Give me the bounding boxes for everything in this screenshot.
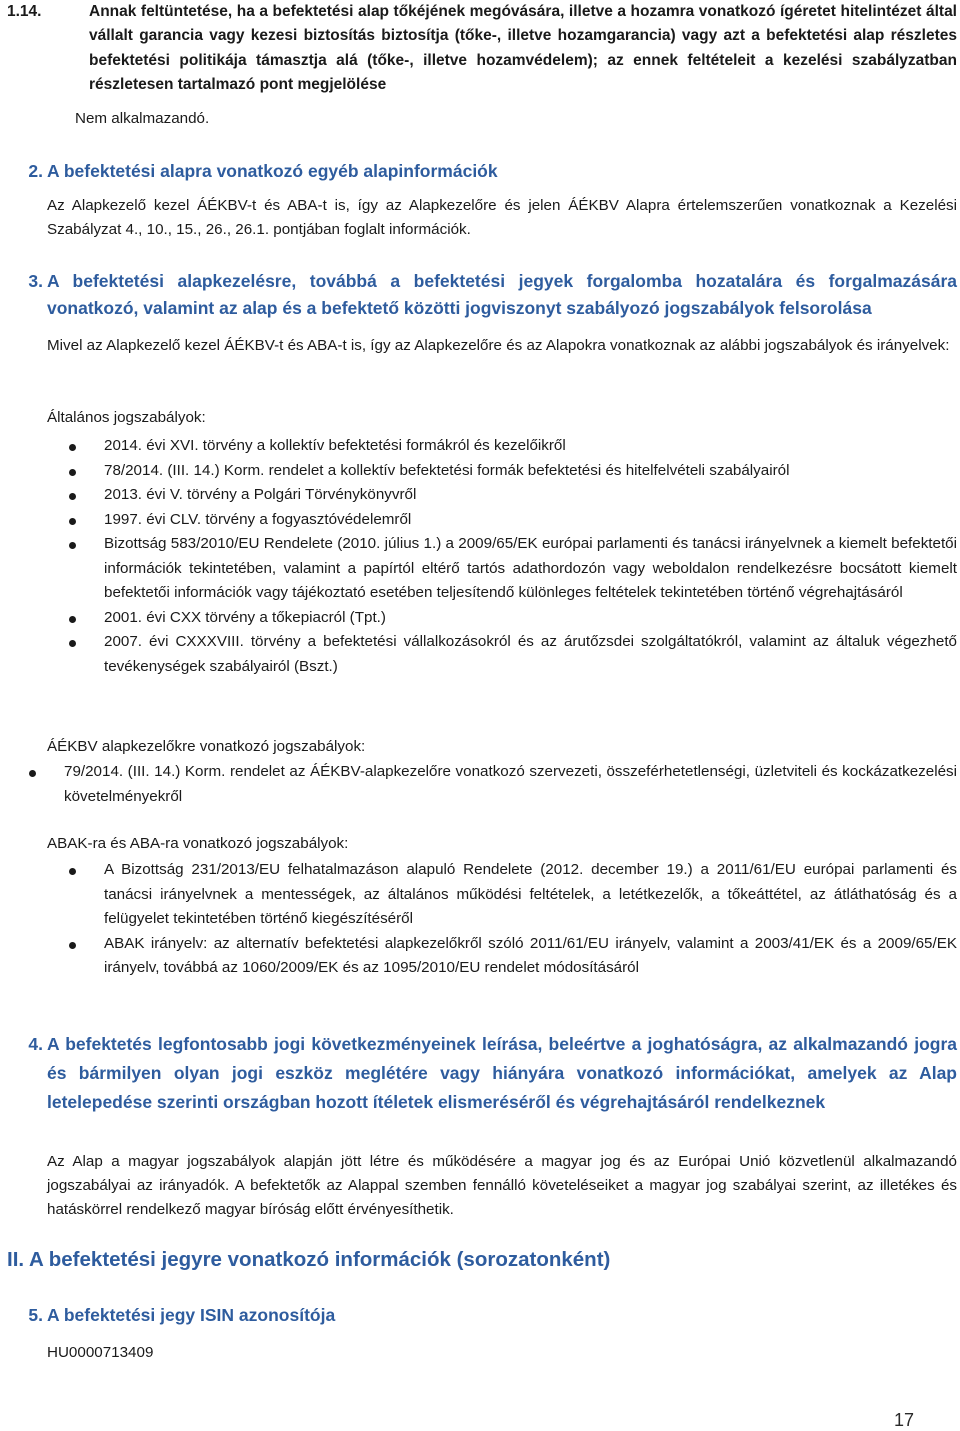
list-item: [47, 508, 957, 533]
section-4-text: Az Alap a magyar jogszabályok alapján jött létre és működésére a magyar jog és az Európai Unió közvetlenül alkalmazandó jogszabályai az irányadók. A befektetők az Alappal szemben fennálló követeléseiket a magyar jog szabályai szerint, az illetékes és hatáskörrel rendelkező magyar bíróság előtt érvényesíthetik.: [47, 1153, 957, 1218]
list-item-text: 2001. évi CXX törvény a tőkepiacról (Tpt.): [104, 608, 386, 626]
list-item: [47, 532, 957, 606]
part-ii-heading: II. A befektetési jegyre vonatkozó információk (sorozatonként): [7, 1248, 611, 1271]
section-2-text: Az Alapkezelő kezel ÁÉKBV-t és ABA-t is, így az Alapkezelőre és jelen ÁÉKBV Alapra értelemszerűen vonatkoznak a Kezelési Szabályzat 4., 10., 15., 26., 26.1. pontjában foglalt információk.: [47, 197, 957, 238]
bullet-icon: [69, 616, 76, 623]
bullet-icon: [29, 770, 36, 777]
isin-code: HU0000713409: [47, 1344, 154, 1361]
list-item: [47, 606, 957, 631]
section-1-14: [3, 0, 957, 97]
bullet-icon: [69, 868, 76, 875]
list-item-text: Bizottság 583/2010/EU Rendelete (2010. július 1.) a 2009/65/EK európai parlamenti és tanácsi irányelvnek a kiemelt befektetői információk tekintetében, valamint a papírtól eltérő tartós adathordozón vagy weboldalon rendelkezésre bocsátott kiemelt befektetői információk vagy tájékoztató esetében teljesítendő különleges feltételek tekintetében történő végrehajtásáról: [104, 535, 957, 601]
bullet-icon: [69, 942, 76, 949]
aba-laws-title: ABAK-ra és ABA-ra vonatkozó jogszabályok:: [47, 835, 349, 852]
kbv-laws-title: ÁÉKBV alapkezelőkre vonatkozó jogszabályok:: [47, 738, 366, 755]
list-item-text: 78/2014. (III. 14.) Korm. rendelet a kollektív befektetési formák befektetési és hitelfelvételi szabályairól: [104, 461, 790, 479]
list-item: [47, 630, 957, 679]
list-item-text: 2007. évi CXXXVIII. törvény a befektetési vállalkozásokról és az árutőzsdei szolgáltatókról, valamint az általuk végezhető tevékenységek szabályairól (Bszt.): [104, 633, 957, 675]
bullet-icon: [69, 444, 76, 451]
list-item-text: 2014. évi XVI. törvény a kollektív befektetési formákról és kezelőikről: [104, 437, 566, 454]
aba-laws-list: [47, 858, 957, 981]
general-laws-title: Általános jogszabályok:: [47, 409, 206, 426]
list-item-text: 79/2014. (III. 14.) Korm. rendelet az ÁÉKBV-alapkezelőre vonatkozó szervezeti, összeférhetetlenségi, üzletviteli és kockázatkezelési követelményekről: [64, 763, 957, 805]
not-applicable-text: Nem alkalmazandó.: [75, 110, 210, 127]
list-item-text: A Bizottság 231/2013/EU felhatalmazáson alapuló Rendelete (2012. december 19.) a 2011/61/EU európai parlamenti és tanácsi irányelvnek a mentességek, az általános működési feltételek, a letétkezelők, a tőkeáttétel, az átláthatóság és a felügyelet tekintetében történő kiegészítéséről: [104, 861, 957, 927]
section-5-title: A befektetési jegy ISIN azonosítója: [47, 1305, 336, 1325]
list-item: [47, 483, 957, 508]
section-3-heading: [7, 268, 957, 321]
list-item: [47, 932, 957, 981]
list-item: [47, 858, 957, 932]
section-3-text: Mivel az Alapkezelő kezel ÁÉKBV-t és ABA-t is, így az Alapkezelőre és az Alapokra vonatkoznak az alábbi jogszabályok és irányelvek:: [47, 337, 950, 354]
section-2-number: 2.: [28, 161, 43, 181]
section-3-number: 3.: [28, 271, 43, 291]
list-item-text: 2013. évi V. törvény a Polgári Törvénykönyvről: [104, 486, 417, 503]
bullet-icon: [69, 640, 76, 647]
section-1-14-text: Annak feltüntetése, ha a befektetési alap tőkéjének megóvására, illetve a hozamra vonatkozó ígéretet hitelintézet által vállalt garancia vagy kezesi biztosítás biztosítja (tőke-, illetve hozamgarancia) vagy azt a befektetési alap részletes befektetési politikája támasztja alá (tőke-, illetve hozamvédelem); az ennek feltételeit a kezelési szabályzatban részletesen tartalmazó pont megjelölése: [89, 3, 957, 93]
list-item: [47, 459, 957, 484]
section-4-title: A befektetés legfontosabb jogi következményeinek leírása, beleértve a joghatóságra, az alkalmazandó jogra és bármilyen olyan jogi eszköz meglétére vagy hiányára vonatkozó információkat, amelyek az Alap letelepedése szerinti országban hozott ítéletek elismeréséről és végrehajtásáról rendelkeznek: [47, 1034, 957, 1112]
kbv-laws-list: [7, 760, 957, 809]
section-5-number: 5.: [28, 1305, 43, 1325]
general-laws-list: [47, 434, 957, 679]
section-3-title: A befektetési alapkezelésre, továbbá a befektetési jegyek forgalomba hozatalára és forgalmazására vonatkozó, valamint az alap és a befektető közötti jogviszonyt szabályozó jogszabályok felsorolása: [47, 271, 957, 318]
bullet-icon: [69, 469, 76, 476]
list-item-text: 1997. évi CLV. törvény a fogyasztóvédelemről: [104, 510, 412, 528]
section-1-14-number: 1.14.: [7, 3, 42, 20]
page-number: 17: [893, 1410, 914, 1430]
list-item-text: ABAK irányelv: az alternatív befektetési alapkezelőkről szóló 2011/61/EU irányelv, valamint a 2003/41/EK és a 2009/65/EK irányelv, továbbá az 1060/2009/EK és az 1095/2010/EU rendelet módosításáról: [104, 934, 957, 976]
section-4-heading: [7, 1030, 957, 1117]
bullet-icon: [69, 518, 76, 525]
section-1-14-text-wrap: [3, 0, 957, 97]
list-item: [47, 434, 957, 459]
bullet-icon: [69, 493, 76, 500]
list-item: [7, 760, 957, 809]
section-4-number: 4.: [28, 1034, 43, 1054]
bullet-icon: [69, 542, 76, 549]
section-2-title: A befektetési alapra vonatkozó egyéb alapinformációk: [47, 161, 498, 181]
